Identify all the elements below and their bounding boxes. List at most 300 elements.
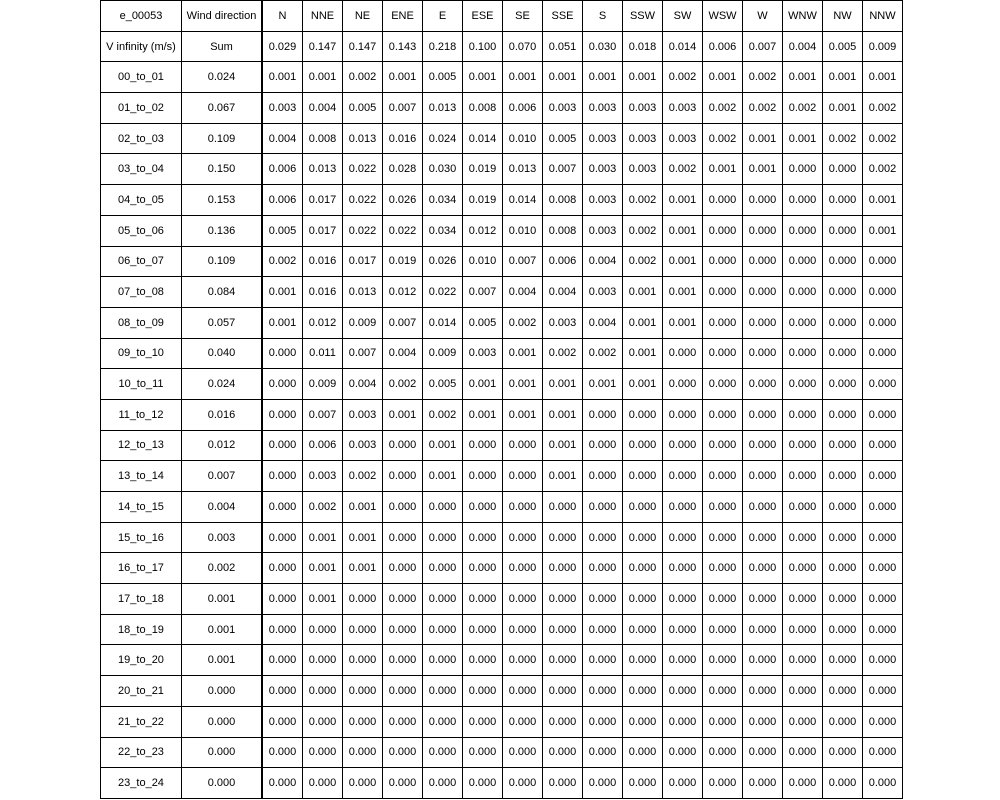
row-sum-cell: 0.001 — [182, 645, 263, 676]
frequency-cell: 0.000 — [823, 246, 863, 277]
direction-header-ene: ENE — [383, 1, 423, 32]
frequency-cell: 0.000 — [743, 215, 783, 246]
frequency-cell: 0.000 — [823, 614, 863, 645]
direction-sum-cell: 0.009 — [863, 31, 903, 62]
frequency-cell: 0.002 — [503, 307, 543, 338]
frequency-cell: 0.000 — [383, 737, 423, 768]
frequency-cell: 0.000 — [663, 645, 703, 676]
frequency-cell: 0.000 — [863, 553, 903, 584]
frequency-cell: 0.010 — [503, 215, 543, 246]
frequency-cell: 0.000 — [583, 706, 623, 737]
direction-header-ne: NE — [343, 1, 383, 32]
frequency-cell: 0.001 — [823, 93, 863, 124]
frequency-cell: 0.001 — [783, 62, 823, 93]
row-sum-cell: 0.153 — [182, 185, 263, 216]
frequency-cell: 0.001 — [703, 62, 743, 93]
frequency-cell: 0.016 — [383, 123, 423, 154]
frequency-cell: 0.022 — [423, 277, 463, 308]
frequency-cell: 0.000 — [743, 430, 783, 461]
frequency-cell: 0.000 — [743, 676, 783, 707]
direction-header-wsw: WSW — [703, 1, 743, 32]
row-sum-cell: 0.000 — [182, 737, 263, 768]
frequency-cell: 0.000 — [783, 185, 823, 216]
frequency-cell: 0.000 — [623, 461, 663, 492]
frequency-cell: 0.000 — [703, 369, 743, 400]
frequency-cell: 0.011 — [303, 338, 343, 369]
frequency-cell: 0.013 — [503, 154, 543, 185]
frequency-cell: 0.034 — [423, 185, 463, 216]
frequency-cell: 0.000 — [823, 338, 863, 369]
frequency-cell: 0.000 — [743, 307, 783, 338]
frequency-cell: 0.000 — [743, 277, 783, 308]
frequency-cell: 0.000 — [783, 492, 823, 523]
frequency-cell: 0.000 — [623, 737, 663, 768]
frequency-cell: 0.002 — [743, 62, 783, 93]
frequency-cell: 0.005 — [262, 215, 303, 246]
frequency-cell: 0.004 — [343, 369, 383, 400]
frequency-cell: 0.001 — [463, 62, 503, 93]
frequency-cell: 0.007 — [383, 93, 423, 124]
frequency-cell: 0.008 — [303, 123, 343, 154]
frequency-cell: 0.000 — [703, 338, 743, 369]
frequency-cell: 0.000 — [823, 492, 863, 523]
frequency-cell: 0.000 — [543, 614, 583, 645]
frequency-cell: 0.001 — [303, 522, 343, 553]
table-row — [101, 706, 903, 737]
row-sum-cell: 0.001 — [182, 584, 263, 615]
speed-bin-label: 09_to_10 — [101, 338, 182, 369]
frequency-cell: 0.000 — [503, 614, 543, 645]
frequency-cell: 0.005 — [423, 62, 463, 93]
frequency-cell: 0.006 — [262, 185, 303, 216]
frequency-cell: 0.000 — [343, 737, 383, 768]
frequency-cell: 0.000 — [503, 461, 543, 492]
speed-bin-label: 18_to_19 — [101, 614, 182, 645]
frequency-cell: 0.005 — [463, 307, 503, 338]
frequency-cell: 0.001 — [863, 215, 903, 246]
frequency-cell: 0.019 — [383, 246, 423, 277]
frequency-cell: 0.000 — [703, 522, 743, 553]
frequency-cell: 0.000 — [423, 614, 463, 645]
frequency-cell: 0.000 — [743, 768, 783, 799]
frequency-cell: 0.001 — [623, 369, 663, 400]
frequency-cell: 0.000 — [783, 584, 823, 615]
frequency-cell: 0.001 — [743, 154, 783, 185]
frequency-cell: 0.000 — [543, 553, 583, 584]
frequency-cell: 0.000 — [423, 706, 463, 737]
frequency-cell: 0.004 — [262, 123, 303, 154]
frequency-cell: 0.014 — [423, 307, 463, 338]
frequency-cell: 0.001 — [343, 492, 383, 523]
frequency-cell: 0.001 — [543, 461, 583, 492]
frequency-cell: 0.000 — [663, 676, 703, 707]
frequency-cell: 0.001 — [262, 277, 303, 308]
frequency-cell: 0.004 — [543, 277, 583, 308]
frequency-cell: 0.000 — [863, 492, 903, 523]
row-sum-cell: 0.024 — [182, 369, 263, 400]
frequency-cell: 0.000 — [623, 492, 663, 523]
frequency-cell: 0.022 — [343, 185, 383, 216]
frequency-cell: 0.000 — [863, 369, 903, 400]
frequency-cell: 0.000 — [783, 369, 823, 400]
speed-bin-label: 11_to_12 — [101, 399, 182, 430]
frequency-cell: 0.000 — [623, 768, 663, 799]
frequency-cell: 0.001 — [423, 430, 463, 461]
frequency-cell: 0.028 — [383, 154, 423, 185]
speed-bin-label: 21_to_22 — [101, 706, 182, 737]
frequency-cell: 0.000 — [383, 553, 423, 584]
frequency-cell: 0.000 — [823, 553, 863, 584]
frequency-cell: 0.000 — [783, 553, 823, 584]
row-sum-cell: 0.016 — [182, 399, 263, 430]
frequency-cell: 0.001 — [303, 62, 343, 93]
wind-frequency-table — [100, 0, 903, 799]
frequency-cell: 0.003 — [583, 215, 623, 246]
frequency-cell: 0.000 — [583, 553, 623, 584]
frequency-cell: 0.000 — [583, 645, 623, 676]
frequency-cell: 0.010 — [503, 123, 543, 154]
table-row — [101, 676, 903, 707]
frequency-cell: 0.000 — [863, 338, 903, 369]
frequency-cell: 0.000 — [343, 706, 383, 737]
frequency-cell: 0.000 — [262, 768, 303, 799]
frequency-cell: 0.000 — [262, 461, 303, 492]
frequency-cell: 0.002 — [303, 492, 343, 523]
frequency-cell: 0.026 — [423, 246, 463, 277]
frequency-cell: 0.000 — [863, 768, 903, 799]
frequency-cell: 0.001 — [623, 62, 663, 93]
frequency-cell: 0.001 — [343, 553, 383, 584]
frequency-cell: 0.000 — [663, 584, 703, 615]
direction-header-s: S — [583, 1, 623, 32]
frequency-cell: 0.003 — [623, 154, 663, 185]
frequency-cell: 0.000 — [262, 522, 303, 553]
v-infinity-label: V infinity (m/s) — [101, 31, 182, 62]
frequency-cell: 0.000 — [543, 676, 583, 707]
frequency-cell: 0.000 — [423, 522, 463, 553]
frequency-cell: 0.000 — [343, 584, 383, 615]
frequency-cell: 0.000 — [663, 492, 703, 523]
header-row — [101, 1, 903, 32]
table-row — [101, 737, 903, 768]
frequency-cell: 0.012 — [303, 307, 343, 338]
frequency-cell: 0.013 — [423, 93, 463, 124]
speed-bin-label: 07_to_08 — [101, 277, 182, 308]
frequency-cell: 0.026 — [383, 185, 423, 216]
frequency-cell: 0.000 — [583, 492, 623, 523]
frequency-cell: 0.001 — [663, 307, 703, 338]
frequency-cell: 0.005 — [543, 123, 583, 154]
frequency-cell: 0.000 — [262, 553, 303, 584]
frequency-cell: 0.003 — [343, 399, 383, 430]
row-sum-cell: 0.057 — [182, 307, 263, 338]
table-row — [101, 154, 903, 185]
frequency-cell: 0.002 — [623, 246, 663, 277]
frequency-cell: 0.000 — [543, 492, 583, 523]
frequency-cell: 0.000 — [463, 553, 503, 584]
frequency-cell: 0.000 — [663, 522, 703, 553]
frequency-cell: 0.000 — [543, 737, 583, 768]
table-row — [101, 62, 903, 93]
frequency-cell: 0.000 — [783, 614, 823, 645]
frequency-cell: 0.000 — [423, 768, 463, 799]
frequency-cell: 0.000 — [743, 492, 783, 523]
row-sum-cell: 0.024 — [182, 62, 263, 93]
frequency-cell: 0.001 — [743, 123, 783, 154]
frequency-cell: 0.000 — [583, 522, 623, 553]
frequency-cell: 0.009 — [343, 307, 383, 338]
direction-sum-cell: 0.143 — [383, 31, 423, 62]
frequency-cell: 0.000 — [823, 185, 863, 216]
table-row — [101, 645, 903, 676]
frequency-cell: 0.030 — [423, 154, 463, 185]
frequency-cell: 0.000 — [583, 461, 623, 492]
frequency-cell: 0.000 — [823, 277, 863, 308]
table-row — [101, 584, 903, 615]
speed-bin-label: 20_to_21 — [101, 676, 182, 707]
speed-bin-label: 22_to_23 — [101, 737, 182, 768]
frequency-cell: 0.000 — [863, 277, 903, 308]
frequency-cell: 0.000 — [303, 737, 343, 768]
frequency-cell: 0.000 — [423, 492, 463, 523]
frequency-cell: 0.000 — [783, 676, 823, 707]
frequency-cell: 0.000 — [663, 369, 703, 400]
frequency-cell: 0.000 — [543, 522, 583, 553]
frequency-cell: 0.000 — [783, 154, 823, 185]
frequency-cell: 0.000 — [823, 645, 863, 676]
frequency-cell: 0.000 — [703, 246, 743, 277]
frequency-cell: 0.003 — [262, 93, 303, 124]
frequency-cell: 0.000 — [503, 737, 543, 768]
frequency-cell: 0.000 — [703, 768, 743, 799]
frequency-cell: 0.002 — [863, 154, 903, 185]
direction-header-sw: SW — [663, 1, 703, 32]
row-sum-cell: 0.109 — [182, 123, 263, 154]
frequency-cell: 0.000 — [783, 277, 823, 308]
speed-bin-label: 00_to_01 — [101, 62, 182, 93]
frequency-cell: 0.004 — [383, 338, 423, 369]
table-body — [101, 1, 903, 799]
frequency-cell: 0.002 — [383, 369, 423, 400]
frequency-cell: 0.000 — [823, 430, 863, 461]
frequency-cell: 0.000 — [583, 614, 623, 645]
frequency-cell: 0.006 — [262, 154, 303, 185]
frequency-cell: 0.007 — [503, 246, 543, 277]
frequency-cell: 0.000 — [663, 399, 703, 430]
frequency-cell: 0.000 — [623, 676, 663, 707]
frequency-cell: 0.000 — [463, 584, 503, 615]
frequency-cell: 0.003 — [663, 123, 703, 154]
frequency-cell: 0.003 — [623, 93, 663, 124]
frequency-cell: 0.000 — [863, 522, 903, 553]
frequency-cell: 0.022 — [383, 215, 423, 246]
speed-bin-label: 02_to_03 — [101, 123, 182, 154]
frequency-cell: 0.000 — [623, 584, 663, 615]
frequency-cell: 0.000 — [503, 768, 543, 799]
frequency-cell: 0.000 — [262, 706, 303, 737]
direction-header-w: W — [743, 1, 783, 32]
direction-header-se: SE — [503, 1, 543, 32]
frequency-cell: 0.016 — [303, 246, 343, 277]
frequency-cell: 0.000 — [583, 399, 623, 430]
frequency-cell: 0.000 — [703, 584, 743, 615]
sum-label: Sum — [182, 31, 263, 62]
frequency-cell: 0.001 — [303, 553, 343, 584]
frequency-cell: 0.005 — [423, 369, 463, 400]
frequency-cell: 0.000 — [463, 522, 503, 553]
direction-sum-cell: 0.006 — [703, 31, 743, 62]
frequency-cell: 0.000 — [503, 645, 543, 676]
direction-sum-cell: 0.147 — [303, 31, 343, 62]
frequency-cell: 0.000 — [543, 645, 583, 676]
frequency-cell: 0.014 — [463, 123, 503, 154]
frequency-cell: 0.003 — [583, 185, 623, 216]
frequency-cell: 0.000 — [463, 768, 503, 799]
frequency-cell: 0.000 — [703, 399, 743, 430]
frequency-cell: 0.004 — [583, 307, 623, 338]
frequency-cell: 0.000 — [783, 522, 823, 553]
direction-header-sse: SSE — [543, 1, 583, 32]
frequency-cell: 0.000 — [343, 676, 383, 707]
frequency-cell: 0.000 — [823, 461, 863, 492]
speed-bin-label: 05_to_06 — [101, 215, 182, 246]
frequency-cell: 0.000 — [623, 399, 663, 430]
frequency-cell: 0.000 — [783, 430, 823, 461]
frequency-cell: 0.008 — [543, 215, 583, 246]
frequency-cell: 0.003 — [663, 93, 703, 124]
frequency-cell: 0.004 — [503, 277, 543, 308]
frequency-cell: 0.000 — [303, 768, 343, 799]
table-row — [101, 215, 903, 246]
frequency-cell: 0.000 — [863, 307, 903, 338]
frequency-cell: 0.000 — [623, 553, 663, 584]
direction-header-nne: NNE — [303, 1, 343, 32]
frequency-cell: 0.022 — [343, 154, 383, 185]
frequency-cell: 0.006 — [543, 246, 583, 277]
frequency-cell: 0.000 — [503, 492, 543, 523]
direction-sum-cell: 0.147 — [343, 31, 383, 62]
direction-header-ese: ESE — [463, 1, 503, 32]
frequency-cell: 0.000 — [262, 584, 303, 615]
frequency-cell: 0.000 — [703, 185, 743, 216]
dataset-id-cell: e_00053 — [101, 1, 182, 32]
frequency-cell: 0.000 — [503, 706, 543, 737]
frequency-cell: 0.000 — [743, 584, 783, 615]
row-sum-cell: 0.001 — [182, 614, 263, 645]
table-row — [101, 614, 903, 645]
frequency-cell: 0.000 — [383, 768, 423, 799]
frequency-cell: 0.000 — [823, 706, 863, 737]
frequency-cell: 0.016 — [303, 277, 343, 308]
frequency-cell: 0.017 — [303, 185, 343, 216]
frequency-cell: 0.000 — [303, 706, 343, 737]
wind-direction-header: Wind direction — [182, 1, 263, 32]
frequency-cell: 0.000 — [783, 246, 823, 277]
frequency-cell: 0.001 — [503, 369, 543, 400]
frequency-cell: 0.008 — [543, 185, 583, 216]
table-row — [101, 246, 903, 277]
frequency-cell: 0.000 — [262, 338, 303, 369]
frequency-cell: 0.000 — [583, 430, 623, 461]
frequency-cell: 0.000 — [703, 645, 743, 676]
frequency-cell: 0.000 — [623, 522, 663, 553]
frequency-cell: 0.000 — [743, 461, 783, 492]
frequency-cell: 0.034 — [423, 215, 463, 246]
frequency-cell: 0.000 — [863, 430, 903, 461]
frequency-cell: 0.004 — [583, 246, 623, 277]
frequency-cell: 0.007 — [303, 399, 343, 430]
frequency-cell: 0.000 — [863, 645, 903, 676]
frequency-cell: 0.002 — [703, 93, 743, 124]
frequency-cell: 0.000 — [703, 676, 743, 707]
frequency-cell: 0.000 — [343, 768, 383, 799]
frequency-cell: 0.000 — [383, 492, 423, 523]
direction-sum-cell: 0.029 — [262, 31, 303, 62]
table-row — [101, 553, 903, 584]
frequency-cell: 0.000 — [423, 737, 463, 768]
frequency-cell: 0.013 — [343, 123, 383, 154]
frequency-cell: 0.001 — [623, 307, 663, 338]
frequency-cell: 0.000 — [583, 768, 623, 799]
frequency-cell: 0.000 — [743, 338, 783, 369]
direction-sum-cell: 0.007 — [743, 31, 783, 62]
frequency-cell: 0.007 — [543, 154, 583, 185]
frequency-cell: 0.000 — [823, 522, 863, 553]
frequency-cell: 0.000 — [703, 553, 743, 584]
frequency-cell: 0.000 — [663, 553, 703, 584]
frequency-cell: 0.000 — [583, 584, 623, 615]
speed-bin-label: 17_to_18 — [101, 584, 182, 615]
frequency-cell: 0.002 — [343, 461, 383, 492]
frequency-cell: 0.000 — [383, 461, 423, 492]
frequency-cell: 0.002 — [783, 93, 823, 124]
frequency-cell: 0.000 — [543, 768, 583, 799]
frequency-cell: 0.000 — [863, 399, 903, 430]
speed-bin-label: 13_to_14 — [101, 461, 182, 492]
frequency-cell: 0.000 — [383, 430, 423, 461]
frequency-cell: 0.001 — [463, 369, 503, 400]
row-sum-cell: 0.002 — [182, 553, 263, 584]
frequency-cell: 0.000 — [783, 645, 823, 676]
frequency-cell: 0.001 — [623, 277, 663, 308]
frequency-cell: 0.001 — [583, 62, 623, 93]
frequency-cell: 0.002 — [863, 123, 903, 154]
frequency-cell: 0.000 — [783, 307, 823, 338]
frequency-cell: 0.001 — [503, 399, 543, 430]
frequency-cell: 0.000 — [743, 399, 783, 430]
row-sum-cell: 0.084 — [182, 277, 263, 308]
frequency-cell: 0.003 — [583, 154, 623, 185]
frequency-cell: 0.000 — [503, 522, 543, 553]
frequency-cell: 0.000 — [463, 461, 503, 492]
frequency-cell: 0.000 — [783, 737, 823, 768]
frequency-cell: 0.024 — [423, 123, 463, 154]
frequency-cell: 0.000 — [663, 614, 703, 645]
row-sum-cell: 0.109 — [182, 246, 263, 277]
frequency-cell: 0.000 — [463, 737, 503, 768]
frequency-cell: 0.000 — [262, 492, 303, 523]
table-row — [101, 492, 903, 523]
frequency-cell: 0.000 — [383, 676, 423, 707]
frequency-cell: 0.000 — [623, 645, 663, 676]
frequency-cell: 0.000 — [383, 584, 423, 615]
frequency-cell: 0.000 — [383, 614, 423, 645]
frequency-cell: 0.000 — [262, 369, 303, 400]
direction-sum-cell: 0.004 — [783, 31, 823, 62]
frequency-cell: 0.017 — [303, 215, 343, 246]
frequency-cell: 0.002 — [663, 62, 703, 93]
frequency-cell: 0.012 — [463, 215, 503, 246]
